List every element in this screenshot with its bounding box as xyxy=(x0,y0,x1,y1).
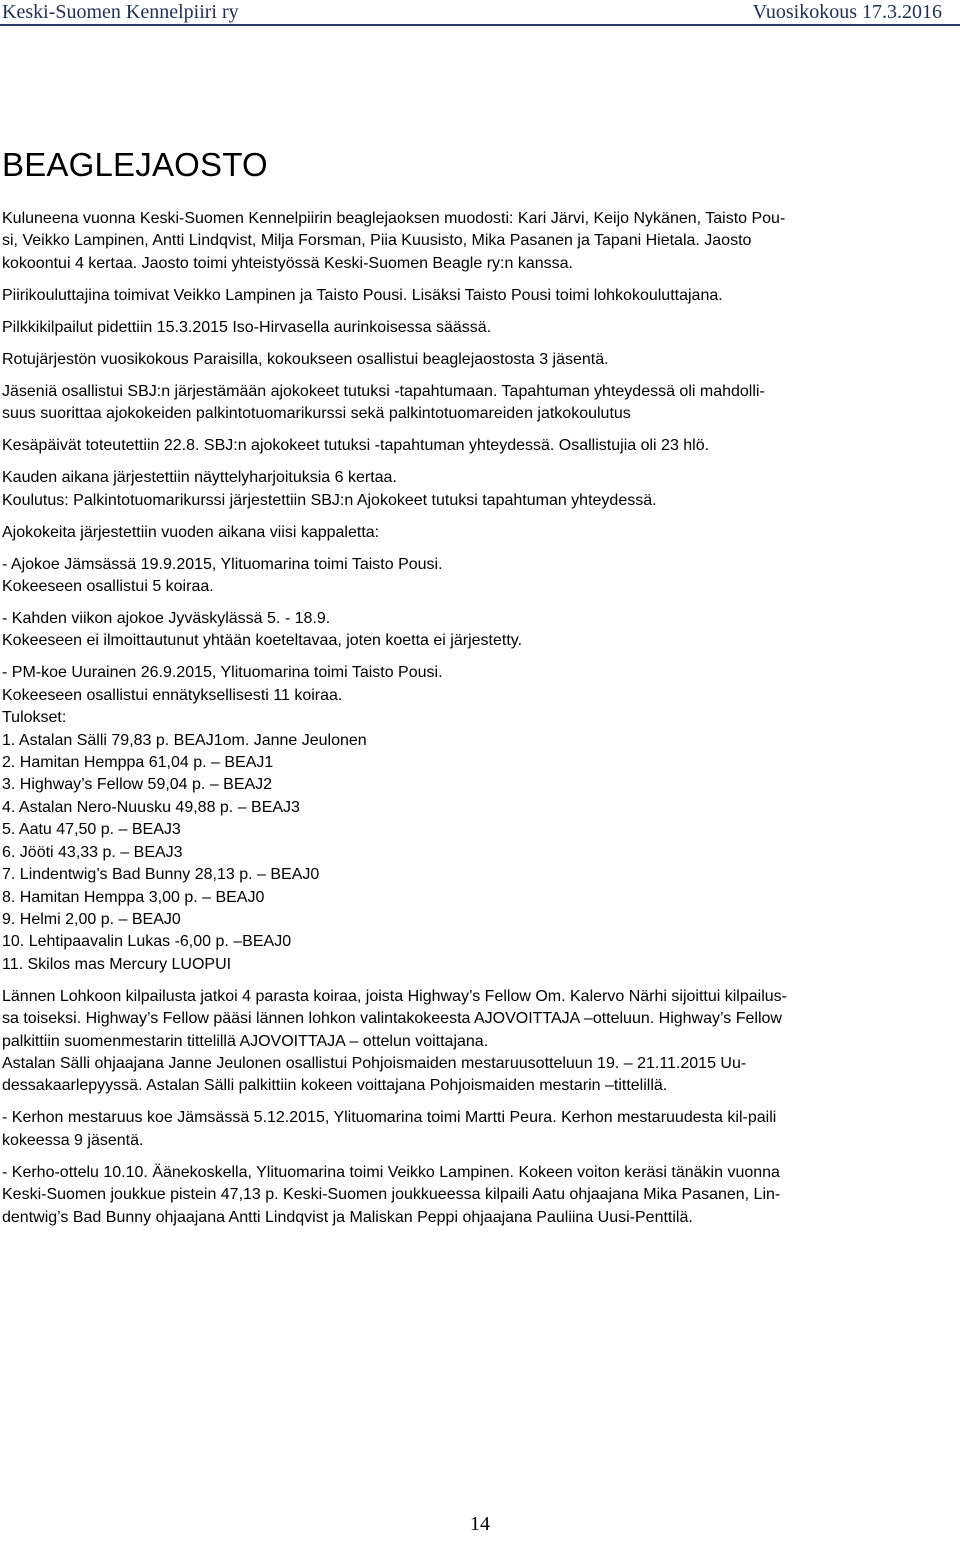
result-item: 4. Astalan Nero-Nuusku 49,88 p. – BEAJ3 xyxy=(2,798,300,816)
paragraph-line: Kuluneena vuonna Keski-Suomen Kennelpiirin beaglejaoksen muodosti: Kari Järvi, Keijo Nykänen, Taisto Pou- xyxy=(2,210,786,227)
paragraph-line: Koulutus: Palkintotuomarikurssi järjestettiin SBJ:n Ajokokeet tutuksi tapahtuman yhteydessä. xyxy=(2,491,657,509)
paragraph-line: Tulokset: xyxy=(2,709,67,727)
paragraph-line: palkittiin suomenmestarin tittelillä AJOVOITTAJA – ottelun voittajana. xyxy=(2,1032,489,1050)
result-item: 2. Hamitan Hemppa 61,04 p. – BEAJ1 xyxy=(2,754,274,772)
paragraph-line: - Ajokoe Jämsässä 19.9.2015, Ylituomarina toimi Taisto Pousi. xyxy=(2,555,443,573)
paragraph-line: si, Veikko Lampinen, Antti Lindqvist, Milja Forsman, Piia Kuusisto, Mika Pasanen ja Tapani Hietala. Jaosto xyxy=(2,232,752,250)
paragraph-line: kokeessa 9 jäsentä. xyxy=(2,1131,144,1149)
section-title: BEAGLEJAOSTO xyxy=(2,146,268,183)
paragraph-line: Keski-Suomen joukkue pistein 47,13 p. Keski-Suomen joukkueessa kilpaili Aatu ohjaajana Mika Pasanen, Lin- xyxy=(2,1186,781,1204)
paragraph-line: Lännen Lohkoon kilpailusta jatkoi 4 parasta koiraa, joista Highway’s Fellow Om. Kalervo Närhi sijoittui kilpailus- xyxy=(2,987,787,1005)
result-item: 7. Lindentwig’s Bad Bunny 28,13 p. – BEAJ0 xyxy=(2,866,320,884)
paragraph-line: - Kahden viikon ajokoe Jyväskylässä 5. - 18.9. xyxy=(2,610,331,628)
paragraph-line: - Kerhon mestaruus koe Jämsässä 5.12.2015, Ylituomarina toimi Martti Peura. Kerhon mestaruudesta kil-paili xyxy=(2,1109,777,1127)
result-item: 6. Jööti 43,33 p. – BEAJ3 xyxy=(2,843,183,861)
paragraph-line: Kokeeseen osallistui ennätyksellisesti 11 koiraa. xyxy=(2,686,343,704)
paragraph-line: - Kerho-ottelu 10.10. Äänekoskella, Ylituomarina toimi Veikko Lampinen. Kokeen voiton keräsi tänäkin vuonna xyxy=(2,1163,780,1181)
paragraph-line: Ajokokeita järjestettiin vuoden aikana viisi kappaletta: xyxy=(2,523,380,541)
result-item: 9. Helmi 2,00 p. – BEAJ0 xyxy=(2,910,181,928)
document-body xyxy=(2,208,958,1229)
page-number: 14 xyxy=(470,1513,490,1535)
paragraph-line: Kauden aikana järjestettiin näyttelyharjoituksia 6 kertaa. xyxy=(2,469,397,487)
result-item: 5. Aatu 47,50 p. – BEAJ3 xyxy=(2,821,181,839)
result-item: 3. Highway’s Fellow 59,04 p. – BEAJ2 xyxy=(2,776,273,794)
paragraph-line: Astalan Sälli ohjaajana Janne Jeulonen osallistui Pohjoismaiden mestaruusotteluun 19. – 21.11.2015 Uu- xyxy=(2,1054,747,1072)
paragraph-line: suus suorittaa ajokokeiden palkintotuomarikurssi sekä palkintotuomareiden jatkokoulutus xyxy=(2,405,631,423)
result-item: 10. Lehtipaavalin Lukas -6,00 p. –BEAJ0 xyxy=(2,933,292,951)
paragraph-line: kokoontui 4 kertaa. Jaosto toimi yhteistyössä Keski-Suomen Beagle ry:n kanssa. xyxy=(2,254,573,272)
paragraph-line: Kokeeseen ei ilmoittautunut yhtään koeteltavaa, joten koetta ei järjestetty. xyxy=(2,632,523,650)
paragraph-line: Jäseniä osallistui SBJ:n järjestämään ajokokeet tutuksi -tapahtumaan. Tapahtuman yhteydessä oli mahdolli- xyxy=(2,382,765,400)
page-header xyxy=(0,0,960,26)
paragraph-line: - PM-koe Uurainen 26.9.2015, Ylituomarina toimi Taisto Pousi. xyxy=(2,664,443,682)
paragraph-line: Pilkkikilpailut pidettiin 15.3.2015 Iso-Hirvasella aurinkoisessa säässä. xyxy=(2,318,492,336)
paragraph-line: dessakaarlepyyssä. Astalan Sälli palkittiin kokeen voittajana Pohjoismaiden mestarin –tittelillä. xyxy=(2,1077,668,1095)
result-item: 11. Skilos mas Mercury LUOPUI xyxy=(2,955,232,973)
result-item: 8. Hamitan Hemppa 3,00 p. – BEAJ0 xyxy=(2,888,265,906)
header-divider xyxy=(0,24,960,26)
paragraph-line: sa toiseksi. Highway’s Fellow pääsi lännen lohkon valintakokeesta AJOVOITTAJA –otteluun. Highway’s Fellow xyxy=(2,1010,782,1028)
paragraph-line: Kesäpäivät toteutettiin 22.8. SBJ:n ajokokeet tutuksi -tapahtuman yhteydessä. Osallistujia oli 23 hlö. xyxy=(2,437,710,455)
paragraph-line: dentwig’s Bad Bunny ohjaajana Antti Lindqvist ja Maliskan Peppi ohjaajana Pauliina Uusi-Penttilä. xyxy=(2,1208,693,1226)
paragraph-line: Piirikouluttajina toimivat Veikko Lampinen ja Taisto Pousi. Lisäksi Taisto Pousi toimi lohkokouluttajana. xyxy=(2,286,723,304)
header-organization: Keski-Suomen Kennelpiiri ry xyxy=(2,1,239,23)
paragraph-line: Rotujärjestön vuosikokous Paraisilla, kokoukseen osallistui beaglejaostosta 3 jäsentä. xyxy=(2,350,609,368)
header-meeting-date: Vuosikokous 17.3.2016 xyxy=(752,1,942,23)
result-item: 1. Astalan Sälli 79,83 p. BEAJ1om. Janne Jeulonen xyxy=(2,731,367,749)
paragraph-line: Kokeeseen osallistui 5 koiraa. xyxy=(2,578,214,596)
